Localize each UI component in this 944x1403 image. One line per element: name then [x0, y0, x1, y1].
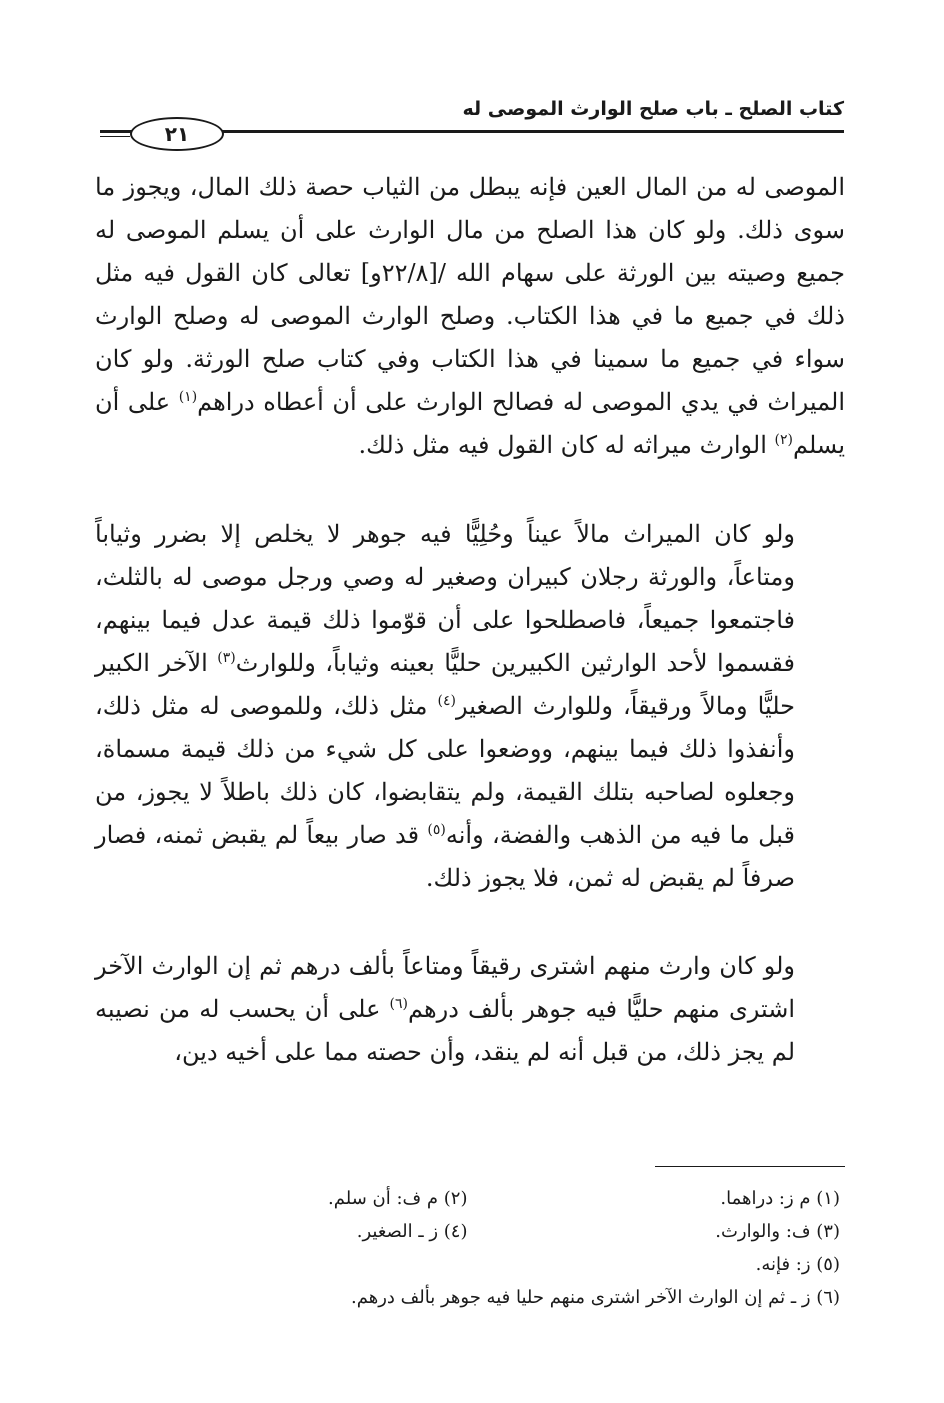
footnote-ref-2: (٢) [774, 432, 793, 448]
paragraph-2-text-d: قد صار بيعاً لم يقبض ثمنه، فصار صرفاً لم يقبض له ثمن، فلا يجوز ذلك. [95, 821, 795, 892]
paragraph-3-text: ولو كان وارث منهم اشترى رقيقاً ومتاعاً بألف درهم ثم إن الوارث الآخر اشترى منهم حليًّا فيه جوهر بألف درهم [95, 952, 795, 1023]
running-header-title: كتاب الصلح ـ باب صلح الوارث الموصى له [462, 98, 844, 120]
paragraph-1-text-b: على أن يسلم [95, 388, 845, 459]
footnote-1: (١) م ز: دراهما. [720, 1188, 840, 1209]
paragraph-3-text-b: على أن يحسب له من نصيبه لم يجز ذلك، من قبل أنه لم ينقد، وأن حصته مما على أخيه دين، [95, 995, 795, 1066]
paragraph-2-text-b: الآخر الكبير حليًّا ومالاً ورقيقاً، وللوارث الصغير [95, 649, 796, 720]
footnote-ref-4: (٤) [437, 693, 456, 709]
footnote-row [95, 1215, 840, 1248]
footnote-ref-5: (٥) [427, 822, 446, 838]
paragraph-1 [95, 166, 845, 467]
footnote-2: (٢) م ف: أن سلم. [328, 1188, 468, 1209]
paragraph-3 [95, 945, 845, 1074]
footnote-ref-3: (٣) [217, 650, 236, 666]
footnote-4: (٤) ز ـ الصغير. [356, 1221, 468, 1242]
paragraph-1-text: الموصى له من المال العين فإنه يبطل من الثياب حصة ذلك المال، ويجوز ما سوى ذلك. ولو كان هذا الصلح من مال الوارث على أن يسلم الموصى له جميع وصيته بين الورثة على سهام الله /[٢٢/٨و] تعالى كان القول فيه مثل ذلك في جميع ما في هذا الكتاب. وصلح الوارث الموصى له وصلح الوارث سواء في جميع ما سمينا في هذا الكتاب وفي كتاب صلح الورثة. ولو كان الميراث في يدي الموصى له فصالح الوارث على أن أعطاه دراهم [95, 173, 846, 416]
page-number: ٢١ [130, 117, 224, 151]
paragraph-1-text-c: الوارث ميراثه له كان القول فيه مثل ذلك. [358, 431, 775, 459]
footnote-row [95, 1182, 840, 1215]
footnote-3: (٣) ف: والوارث. [715, 1221, 840, 1242]
footnote-6: (٦) ز ـ ثم إن الوارث الآخر اشترى منهم حليا فيه جوهر بألف درهم. [351, 1287, 840, 1308]
footnote-separator [655, 1166, 845, 1167]
footnote-5: (٥) ز: فإنه. [755, 1254, 840, 1275]
footnote-ref-1: (١) [178, 389, 198, 405]
main-text [95, 166, 845, 1074]
header-rule-thin [100, 136, 130, 137]
paragraph-2-text: ولو كان الميراث مالاً عيناً وحُلِيًّا فيه جوهر لا يخلص إلا بضرر وثياباً ومتاعاً، والورثة رجلان كبيران وصغير له وصي ورجل موصى له بالثلث، فاجتمعوا جميعاً، فاصطلحوا على أن قوّموا ذلك قيمة عدل فيما بينهم، فقسموا لأحد الوارثين الكبيرين حليًّا بعينه وثياباً، وللوارث [95, 520, 795, 677]
footnote-ref-6: (٦) [389, 996, 409, 1012]
footnotes [95, 1182, 840, 1314]
paragraph-2-text-c: مثل ذلك، وللموصى له مثل ذلك، وأنفذوا ذلك فيما بينهم، ووضعوا على كل شيء من ذلك قيمة مسماة، وجعلوه لصاحبه بتلك القيمة، ولم يتقابضوا، كان ذلك باطلاً لا يجوز، من قبل ما فيه من الذهب والفضة، وأنه [95, 692, 795, 849]
paragraph-2 [95, 513, 845, 900]
